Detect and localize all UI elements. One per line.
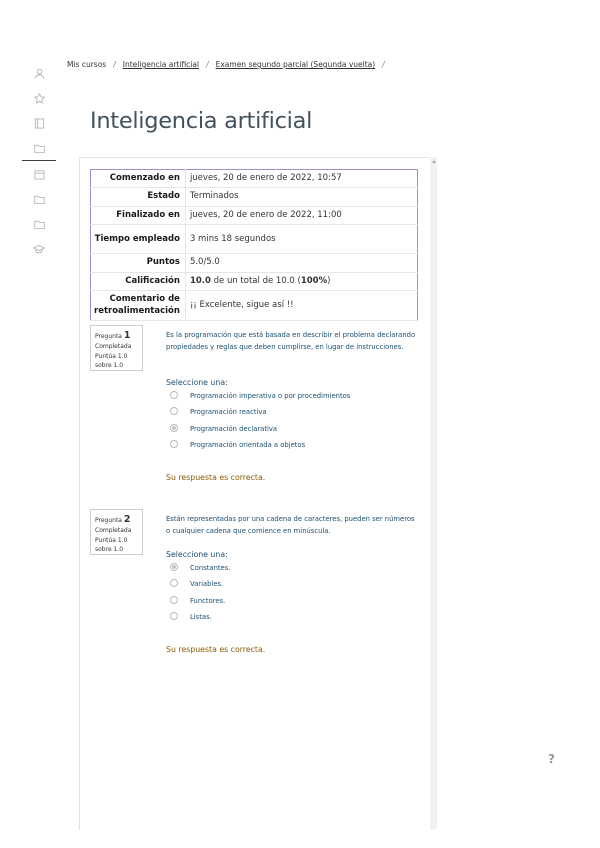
summary-label: Calificación (91, 272, 186, 290)
question-label: Pregunta (95, 333, 122, 340)
summary-value: ¡¡ Excelente, sigue así !! (185, 291, 417, 321)
grade-percent: 100% (300, 275, 328, 286)
answer-option[interactable] (170, 425, 277, 433)
option-label: Listas. (190, 613, 212, 621)
summary-row (91, 188, 418, 206)
option-label: Functores. (190, 597, 226, 605)
summary-value: 5.0/5.0 (185, 254, 417, 272)
scrollbar[interactable] (430, 157, 437, 829)
radio-button-selected[interactable] (170, 424, 178, 432)
grade-text: de un total de 10.0 ( (210, 275, 301, 286)
question-state: Completada (95, 342, 132, 350)
summary-value (185, 272, 417, 290)
option-label: Variables. (190, 580, 224, 588)
scroll-up-arrow[interactable] (432, 160, 436, 163)
summary-label: Puntos (91, 254, 186, 272)
summary-label: Comenzado en (91, 170, 186, 188)
answer-option[interactable] (170, 408, 267, 416)
user-icon[interactable] (22, 60, 56, 85)
folder-icon[interactable] (22, 186, 56, 211)
radio-button[interactable] (170, 596, 178, 604)
book-icon[interactable] (22, 110, 56, 135)
question-mark: Puntúa 1.0 (95, 353, 128, 361)
folder-icon[interactable] (22, 211, 56, 236)
question-text: Están representadas por una cadena de caracteres, pueden ser números o cualquier cadena que comience en minúscula. (166, 515, 415, 535)
graduation-cap-icon[interactable] (22, 236, 56, 261)
radio-button[interactable] (170, 440, 178, 448)
option-label: Programación reactiva (190, 408, 267, 416)
attempt-summary-table (90, 169, 418, 321)
summary-label: Estado (91, 188, 186, 206)
summary-label: Comentario de retroalimentación (91, 291, 186, 321)
answer-feedback: Su respuesta es correcta. (166, 473, 266, 482)
option-label: Programación declarativa (190, 425, 278, 433)
answer-option[interactable] (170, 597, 225, 605)
summary-value: jueves, 20 de enero de 2022, 10:57 (185, 170, 417, 188)
radio-button[interactable] (170, 407, 178, 415)
question-info (90, 325, 143, 371)
breadcrumb-separator: / (382, 60, 385, 69)
answer-prompt: Seleccione una: (166, 550, 228, 559)
question-label: Pregunta (95, 517, 122, 524)
breadcrumb-separator: / (206, 60, 209, 69)
breadcrumb-separator: / (113, 60, 116, 69)
star-icon[interactable] (22, 85, 56, 110)
summary-row (91, 291, 418, 321)
question-number: 2 (123, 514, 131, 525)
radio-button[interactable] (170, 579, 178, 587)
breadcrumb-item-exam[interactable]: Examen segundo parcial (Segunda vuelta) (215, 60, 376, 69)
question-info (90, 509, 143, 555)
answer-option[interactable] (170, 613, 212, 621)
answer-prompt: Seleccione una: (166, 378, 228, 387)
calendar-icon[interactable] (22, 161, 56, 186)
question-mark-max: sobre 1.0 (95, 546, 124, 554)
answer-option[interactable] (170, 392, 350, 400)
option-label: Constantes. (190, 564, 231, 572)
summary-row (91, 170, 418, 188)
summary-label: Finalizado en (91, 206, 186, 224)
answer-option[interactable] (170, 564, 230, 572)
radio-button[interactable] (170, 391, 178, 399)
summary-value: jueves, 20 de enero de 2022, 11:00 (185, 206, 417, 224)
radio-button[interactable] (170, 612, 178, 620)
summary-row (91, 254, 418, 272)
folder-icon[interactable] (22, 135, 56, 161)
summary-row (91, 225, 418, 254)
question-mark: Puntúa 1.0 (95, 537, 128, 545)
option-label: Programación imperativa o por procedimientos (190, 392, 351, 400)
answer-option[interactable] (170, 580, 223, 588)
summary-label: Tiempo empleado (91, 225, 186, 254)
question-text: Es la programación que está basada en describir el problema declarando propiedades y reglas que deben cumplirse, en lugar de instrucciones. (166, 331, 416, 351)
question-state: Completada (95, 526, 132, 534)
answer-feedback: Su respuesta es correcta. (166, 645, 266, 654)
breadcrumb (67, 60, 392, 69)
summary-row (91, 206, 418, 224)
summary-row (91, 272, 418, 290)
radio-button-selected[interactable] (170, 563, 178, 571)
breadcrumb-item-mis-cursos[interactable]: Mis cursos (67, 60, 107, 69)
question-number: 1 (123, 330, 131, 341)
sidebar (22, 60, 56, 261)
breadcrumb-item-course[interactable]: Inteligencia artificial (122, 60, 200, 69)
page-title: Inteligencia artificial (90, 108, 313, 134)
option-label: Programación orientada a objetos (190, 441, 306, 449)
grade-text-end: ) (327, 275, 331, 286)
summary-value: 3 mins 18 segundos (185, 225, 417, 254)
help-icon[interactable]: ? (548, 752, 555, 766)
question-mark-max: sobre 1.0 (95, 362, 124, 370)
grade-value: 10.0 (189, 275, 211, 286)
answer-option[interactable] (170, 441, 305, 449)
summary-value: Terminados (185, 188, 417, 206)
